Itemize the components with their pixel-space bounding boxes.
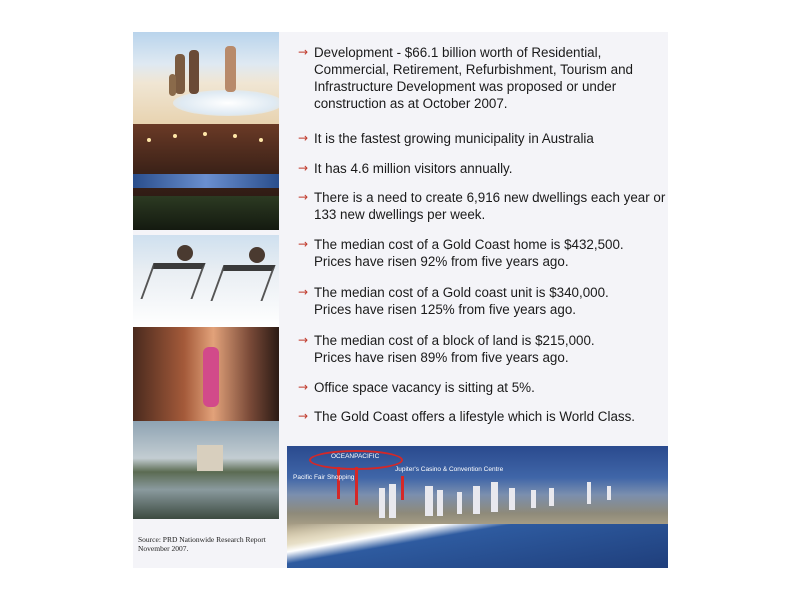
label-pacific-fair: Pacific Fair Shopping: [293, 474, 355, 481]
annotation-pointer: [401, 476, 404, 500]
source-date: November 2007.: [138, 544, 189, 553]
arrow-icon: →: [298, 161, 309, 175]
fact-text: The Gold Coast offers a lifestyle which is World Class.: [314, 409, 636, 424]
shopping-centre-night-photo: [133, 124, 279, 230]
fact-text: The median cost of a block of land is $215,000. Prices have risen 89% from five years ago.: [314, 333, 595, 365]
fact-text: The median cost of a Gold coast unit is $340,000. Prices have risen 125% from five years ago.: [314, 285, 609, 317]
fact-text: It has 4.6 million visitors annually.: [314, 161, 513, 176]
fashion-shopping-photo: [133, 327, 279, 421]
arrow-icon: →: [298, 380, 309, 394]
source-line: Source: PRD Nationwide Research Report: [138, 535, 266, 544]
balcony-loungers-photo: [133, 235, 279, 327]
fact-text: It is the fastest growing municipality in Australia: [314, 131, 594, 146]
beach-family-photo: [133, 32, 279, 124]
arrow-icon: →: [298, 237, 309, 251]
fact-text: There is a need to create 6,916 new dwellings each year or 133 new dwellings per week.: [314, 190, 666, 222]
gold-coast-aerial-photo: [287, 446, 668, 568]
fact-text: The median cost of a Gold Coast home is $432,500. Prices have risen 92% from five years ago.: [314, 237, 624, 269]
fact-text: Development - $66.1 billion worth of Residential, Commercial, Retirement, Refurbishment, Tourism and Infrastructure Development was proposed or under construction as at October 2007.: [314, 45, 634, 111]
arrow-icon: →: [298, 45, 309, 59]
annotation-pointer: [355, 467, 358, 505]
label-jupiters-casino: Jupiter's Casino & Convention Centre: [395, 466, 504, 473]
arrow-icon: →: [298, 285, 309, 299]
label-oceanpacific: OCEANPACIFIC: [331, 453, 380, 460]
annotation-pointer: [337, 467, 340, 499]
arrow-icon: →: [298, 131, 309, 145]
fact-text: Office space vacancy is sitting at 5%.: [314, 380, 535, 395]
source-note: [138, 535, 288, 553]
lake-resort-photo: [133, 421, 279, 519]
arrow-icon: →: [298, 409, 309, 423]
arrow-icon: →: [298, 333, 309, 347]
arrow-icon: →: [298, 190, 309, 204]
